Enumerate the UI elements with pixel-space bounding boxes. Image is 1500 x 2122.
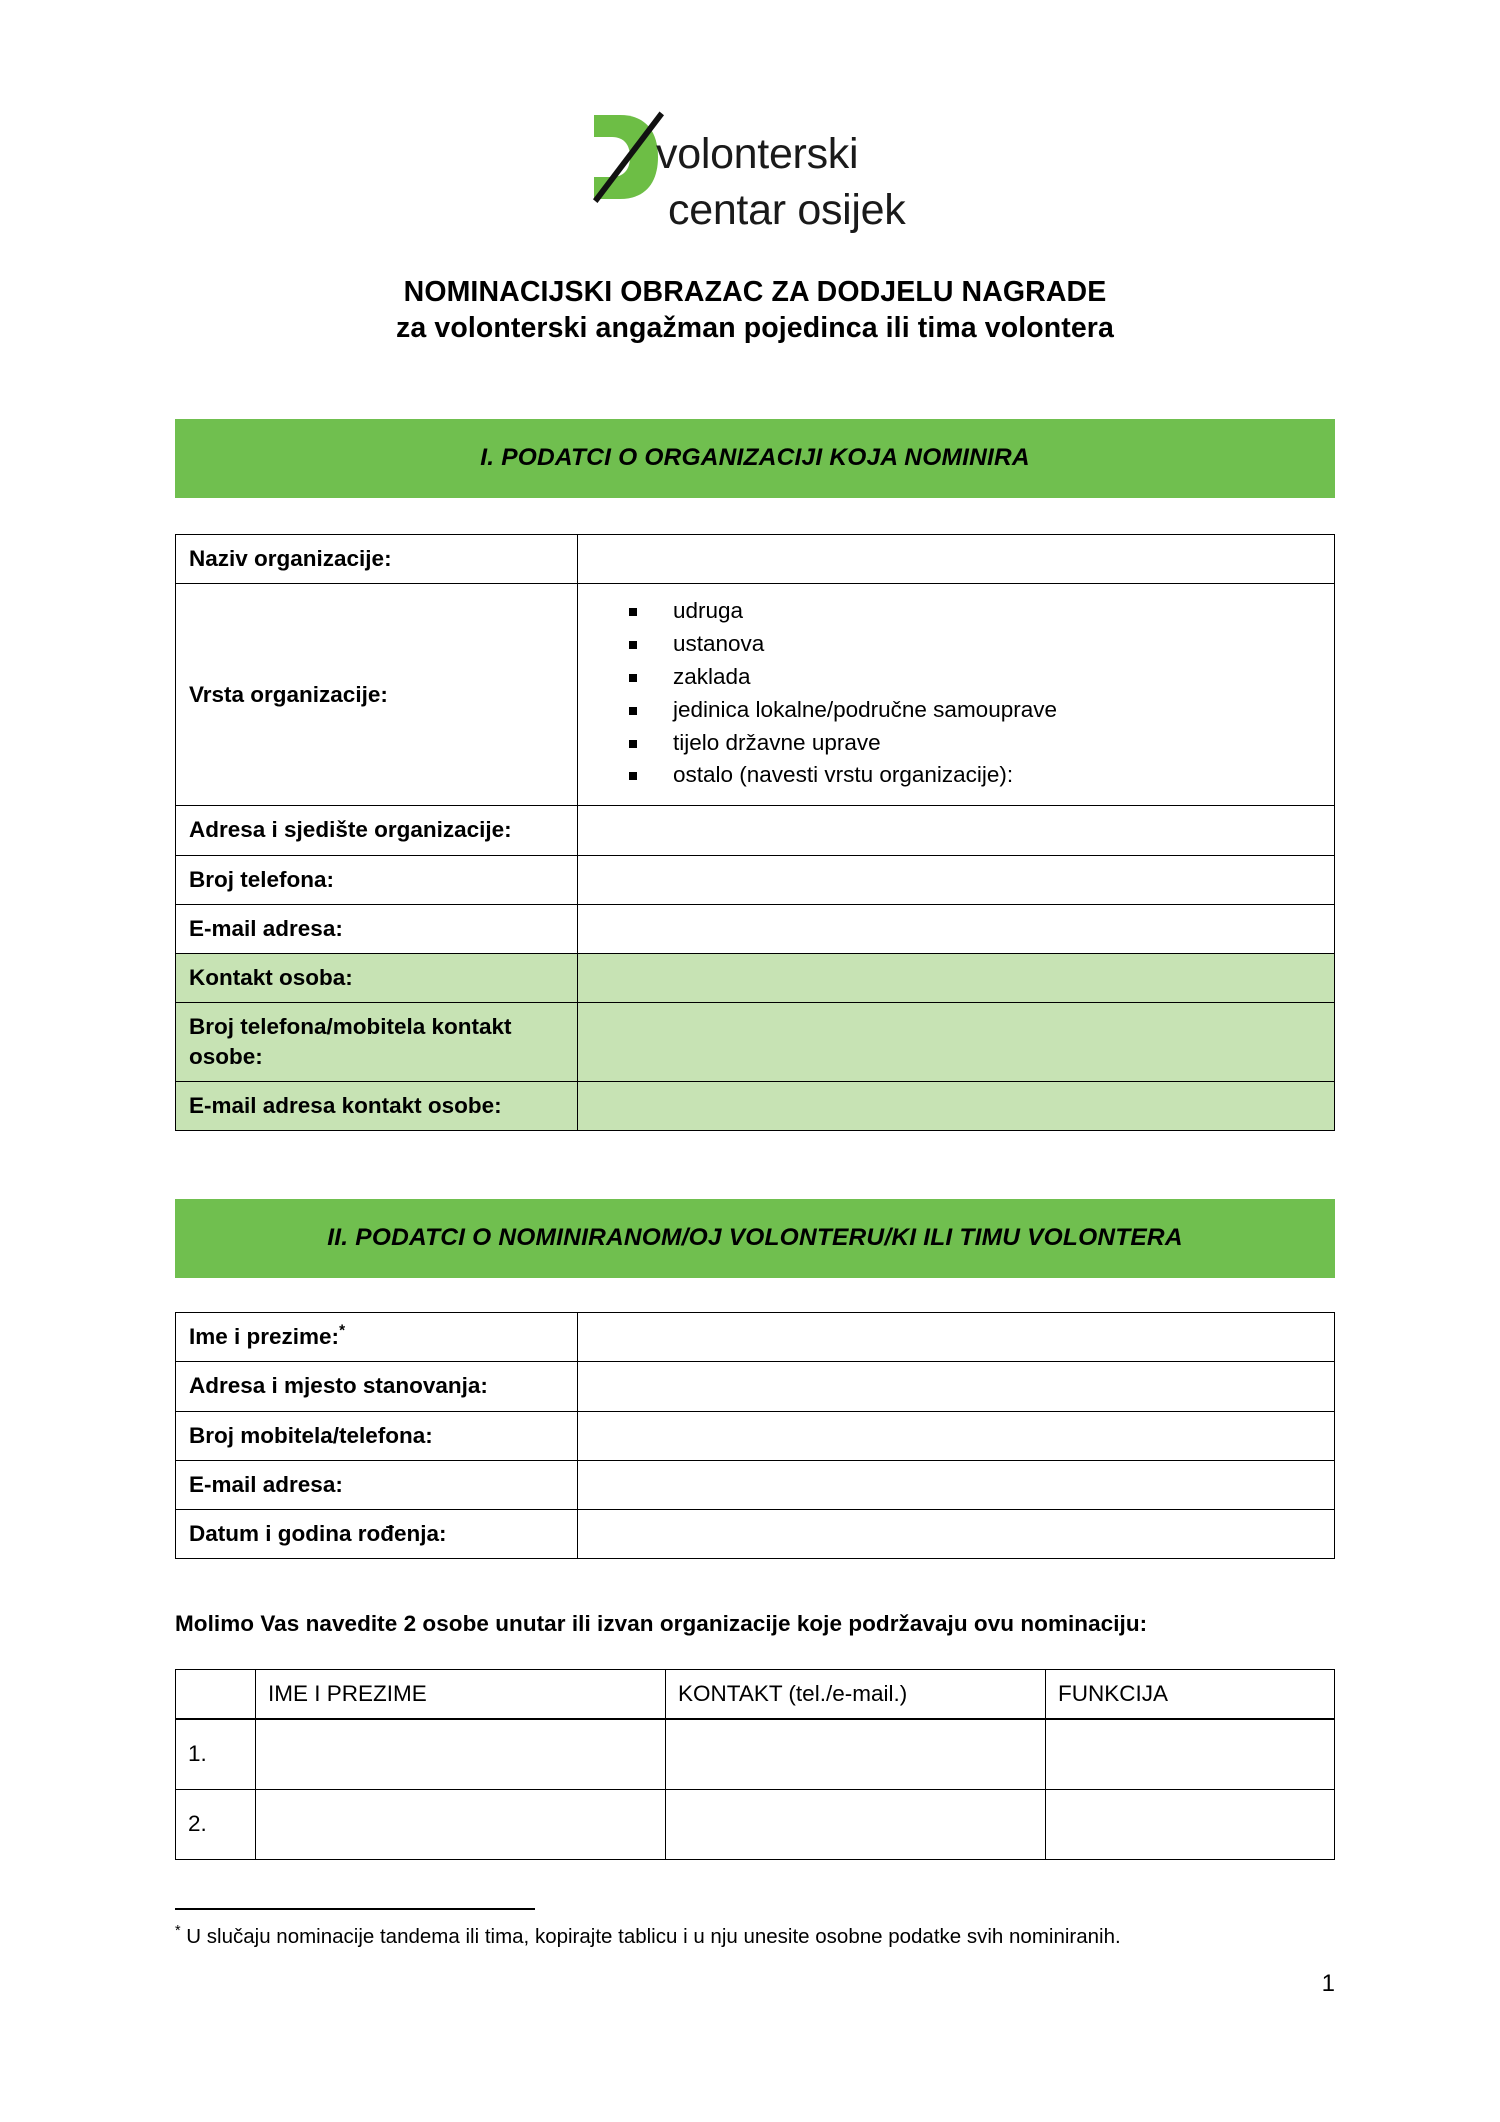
table-row	[176, 1790, 1335, 1860]
supporters-instruction: Molimo Vas navedite 2 osobe unutar ili izvan organizacije koje podržavaju ovu nominaciju:	[175, 1611, 1148, 1637]
field-vrsta-organizacije[interactable]	[578, 584, 1335, 806]
field-email-kontakt-osobe[interactable]	[578, 1081, 1335, 1130]
footnote-text	[175, 1923, 1335, 1951]
field-nominee-email-adresa[interactable]	[578, 1460, 1335, 1509]
row-label-broj-telefona: Broj telefona:	[176, 855, 578, 904]
row-label-vrsta-organizacije: Vrsta organizacije:	[176, 584, 578, 806]
table-row	[176, 1719, 1335, 1790]
field-email-adresa[interactable]	[578, 904, 1335, 953]
list-item[interactable]: udruga	[629, 595, 1321, 628]
footnote-marker: *	[175, 1923, 181, 1940]
table-row	[176, 1510, 1335, 1559]
field-supporter-1-contact[interactable]	[666, 1719, 1046, 1790]
row-label-ime-i-prezime	[176, 1313, 578, 1362]
table-row	[176, 1003, 1335, 1082]
table-row	[176, 1313, 1335, 1362]
row-label-kontakt-osoba: Kontakt osoba:	[176, 954, 578, 1003]
table-row	[176, 1362, 1335, 1411]
field-supporter-1-name[interactable]	[256, 1719, 666, 1790]
field-adresa-sjediste[interactable]	[578, 806, 1335, 855]
field-adresa-mjesto-stanovanja[interactable]	[578, 1362, 1335, 1411]
logo-text-line-2: centar osijek	[668, 186, 906, 234]
row-label-nominee-email-adresa: E-mail adresa:	[176, 1460, 578, 1509]
list-item[interactable]: ostalo (navesti vrstu organizacije):	[629, 759, 1321, 792]
column-header-index	[176, 1670, 256, 1720]
footnote-separator	[175, 1908, 535, 1910]
table-row	[176, 806, 1335, 855]
page-title-line-1: NOMINACIJSKI OBRAZAC ZA DODJELU NAGRADE	[403, 276, 1107, 308]
organization-kind-list	[591, 595, 1321, 792]
page-title	[175, 274, 1335, 347]
field-ime-i-prezime[interactable]	[578, 1313, 1335, 1362]
table-row	[176, 584, 1335, 806]
table-row	[176, 1411, 1335, 1460]
table-row	[176, 1460, 1335, 1509]
field-supporter-2-role[interactable]	[1046, 1790, 1335, 1860]
supporters-table	[175, 1669, 1335, 1860]
column-header-kontakt: KONTAKT (tel./e-mail.)	[666, 1670, 1046, 1720]
row-label-naziv-organizacije: Naziv organizacije:	[176, 534, 578, 583]
footnote-body: U slučaju nominacije tandema ili tima, kopirajte tablicu i u nju unesite osobne podatke svih nominiranih.	[180, 1925, 1121, 1948]
table-row	[176, 954, 1335, 1003]
table-row	[176, 855, 1335, 904]
field-kontakt-osoba[interactable]	[578, 954, 1335, 1003]
row-label-adresa-mjesto-stanovanja: Adresa i mjesto stanovanja:	[176, 1362, 578, 1411]
section-header-ii: II. PODATCI O NOMINIRANOM/OJ VOLONTERU/KI ILI TIMU VOLONTERA	[175, 1199, 1335, 1278]
row-label-email-adresa: E-mail adresa:	[176, 904, 578, 953]
row-label-adresa-sjediste: Adresa i sjedište organizacije:	[176, 806, 578, 855]
row-label-text: Ime i prezime:	[189, 1324, 340, 1349]
field-naziv-organizacije[interactable]	[578, 534, 1335, 583]
section-header-i: I. PODATCI O ORGANIZACIJI KOJA NOMINIRA	[175, 419, 1335, 498]
footnote-marker: *	[339, 1322, 346, 1340]
column-header-ime-i-prezime: IME I PREZIME	[256, 1670, 666, 1720]
row-label-broj-telefona-kontakt-osobe: Broj telefona/mobitela kontakt osobe:	[176, 1003, 578, 1082]
field-supporter-2-contact[interactable]	[666, 1790, 1046, 1860]
table-row	[176, 534, 1335, 583]
list-item[interactable]: zaklada	[629, 661, 1321, 694]
field-datum-godina-rodenja[interactable]	[578, 1510, 1335, 1559]
field-broj-telefona-kontakt-osobe[interactable]	[578, 1003, 1335, 1082]
logo-text-line-1: volonterski	[656, 130, 859, 178]
field-broj-mobitela-telefona[interactable]	[578, 1411, 1335, 1460]
table-row	[176, 1081, 1335, 1130]
footnote-area	[175, 1908, 1335, 1997]
field-supporter-1-role[interactable]	[1046, 1719, 1335, 1790]
table-row	[176, 904, 1335, 953]
organization-logo	[175, 105, 1335, 260]
list-item[interactable]: jedinica lokalne/područne samouprave	[629, 694, 1321, 727]
table-header-row	[176, 1670, 1335, 1720]
field-broj-telefona[interactable]	[578, 855, 1335, 904]
logo-d-slash-mark	[590, 111, 664, 203]
field-supporter-2-name[interactable]	[256, 1790, 666, 1860]
row-index-2: 2.	[176, 1790, 256, 1860]
row-label-datum-godina-rodenja: Datum i godina rođenja:	[176, 1510, 578, 1559]
document-body	[175, 0, 1335, 1860]
row-label-broj-mobitela-telefona: Broj mobitela/telefona:	[176, 1411, 578, 1460]
column-header-funkcija: FUNKCIJA	[1046, 1670, 1335, 1720]
page-title-line-2: za volonterski angažman pojedinca ili tima volontera	[396, 312, 1114, 345]
list-item[interactable]: tijelo državne uprave	[629, 727, 1321, 760]
row-label-email-kontakt-osobe: E-mail adresa kontakt osobe:	[176, 1081, 578, 1130]
organization-details-table	[175, 534, 1335, 1131]
nominee-details-table	[175, 1312, 1335, 1559]
page-number: 1	[1321, 1970, 1335, 1997]
list-item[interactable]: ustanova	[629, 628, 1321, 661]
row-index-1: 1.	[176, 1719, 256, 1790]
